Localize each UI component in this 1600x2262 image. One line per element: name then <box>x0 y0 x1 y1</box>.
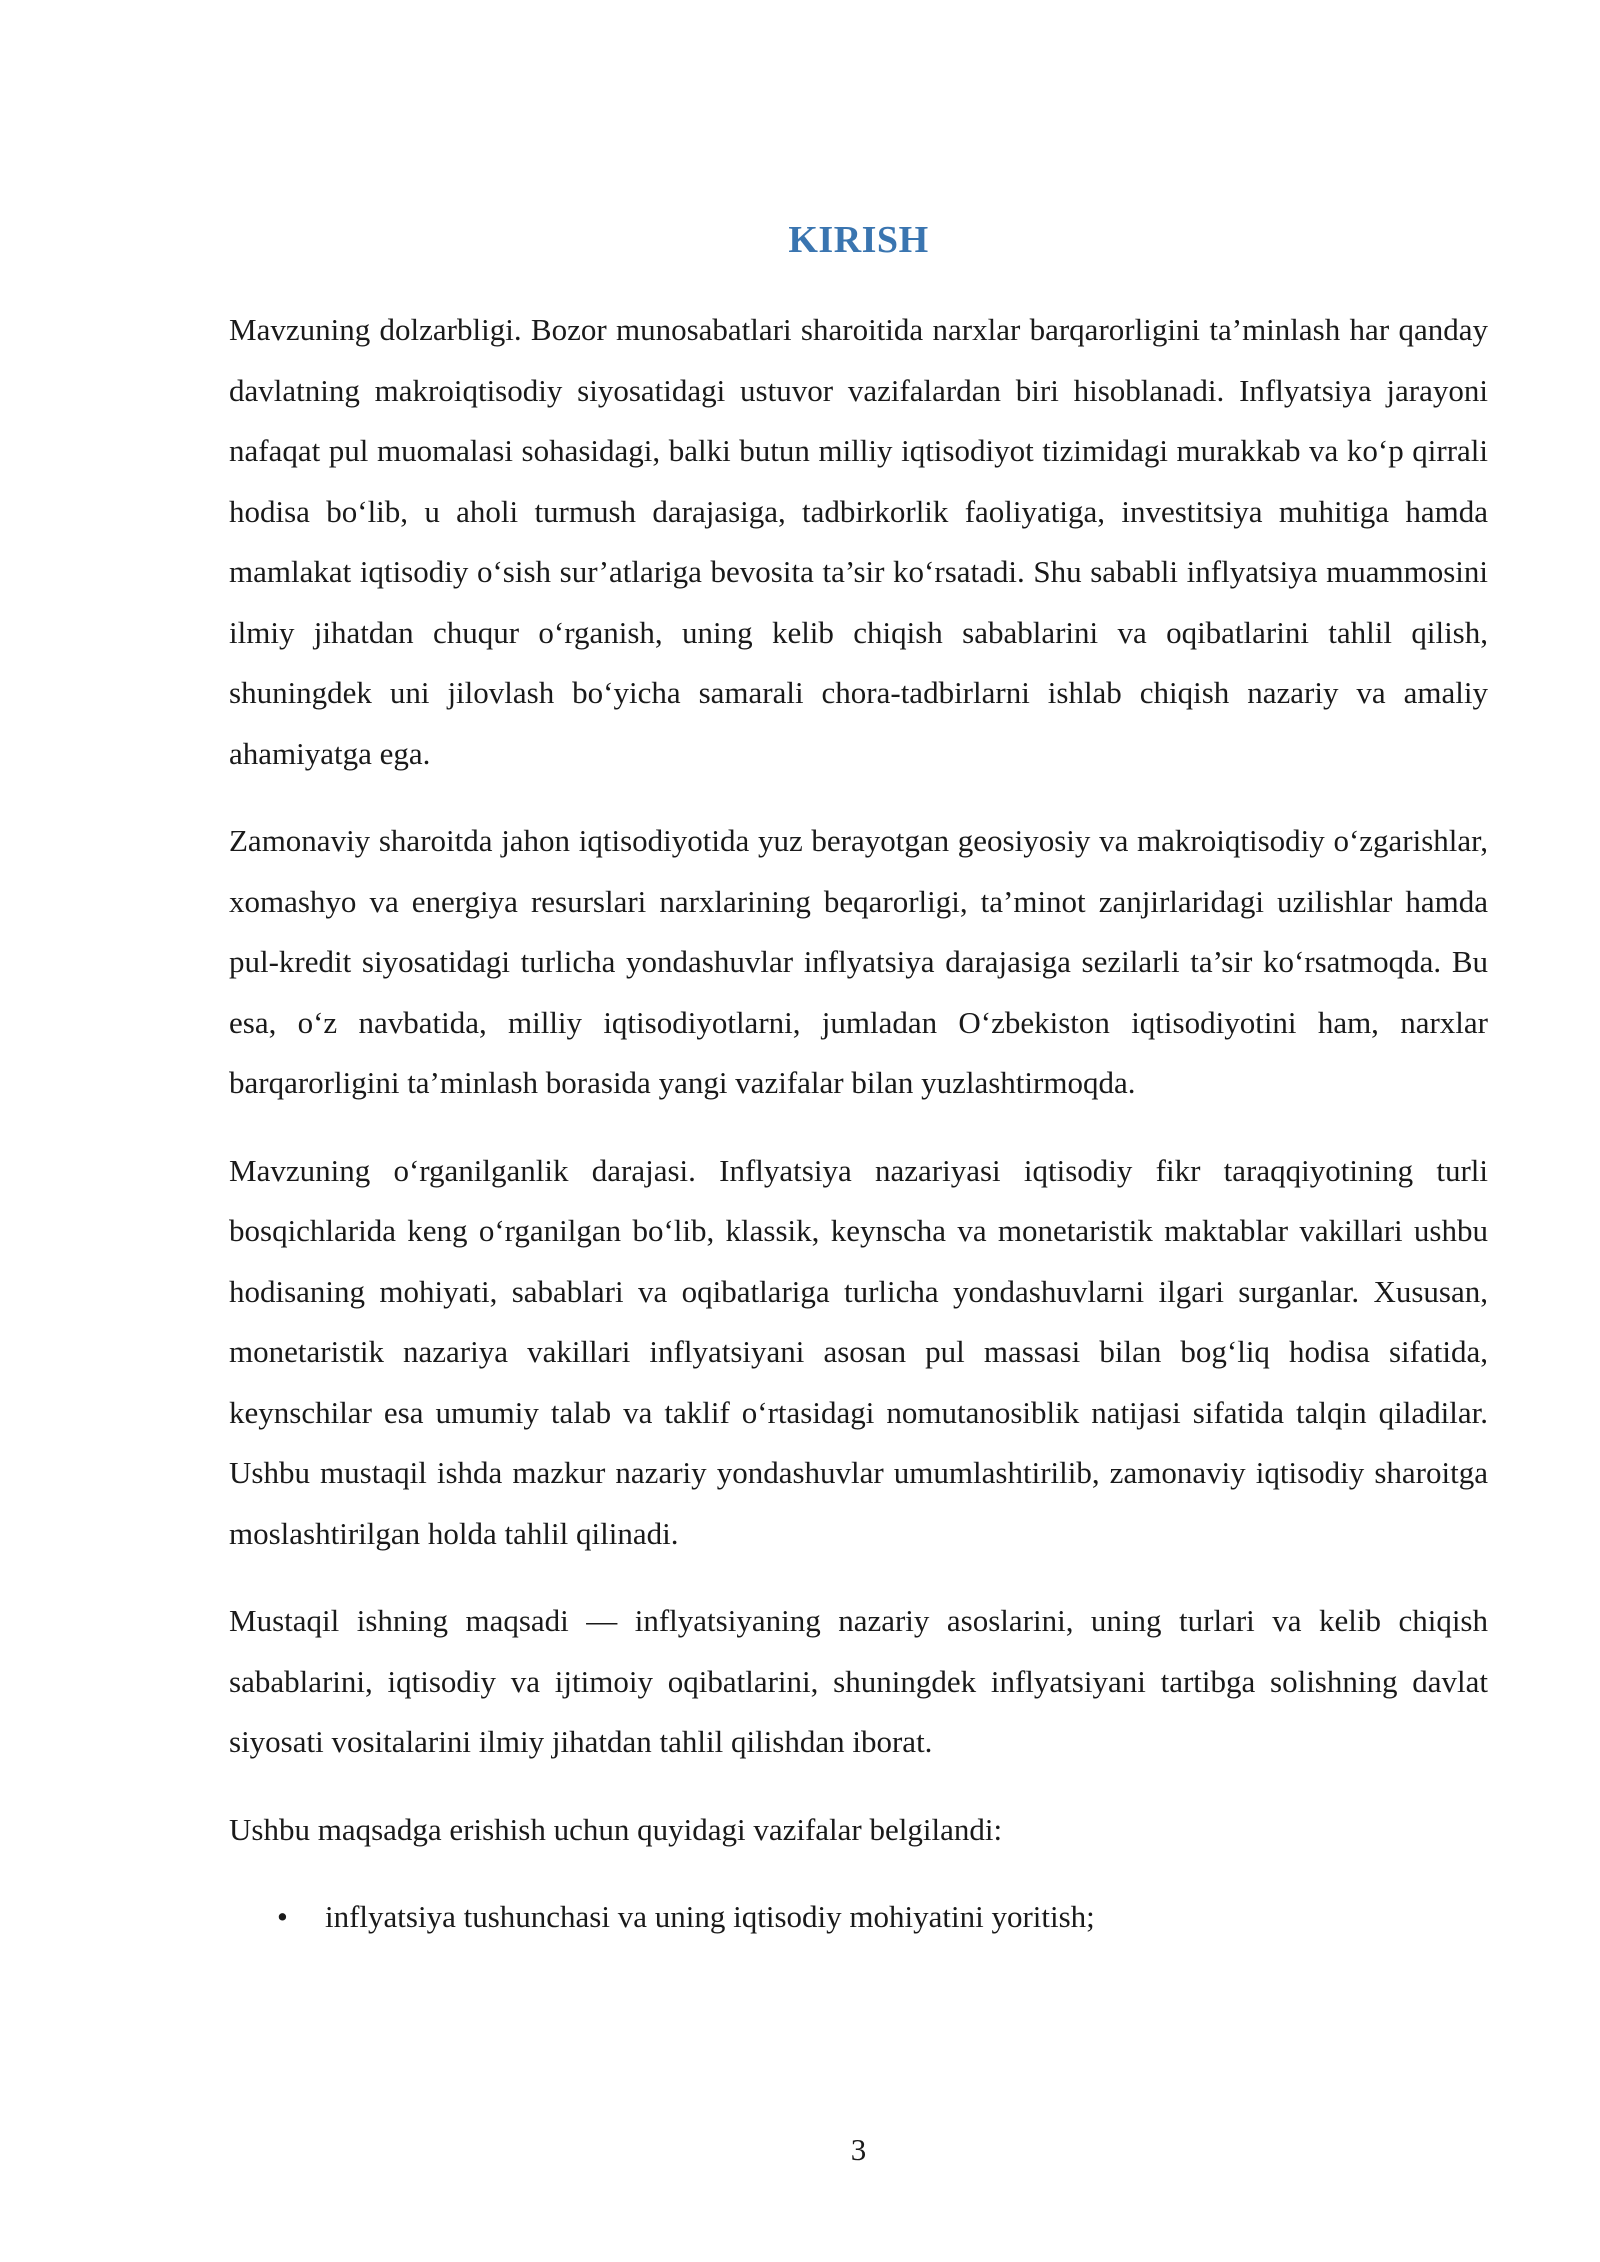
section-heading: KIRISH <box>788 219 929 261</box>
task-list <box>229 1887 1488 1948</box>
page-number: 3 <box>850 2132 867 2167</box>
paragraph-goal: Mustaqil ishning maqsadi — inflyatsiyaning nazariy asoslarini, uning turlari va kelib chiqish sabablarini, iqtisodiy va ijtimoiy oqibatlarini, shuningdek inflyatsiyani tartibga solishning davlat siyosati vositalarini ilmiy jihatdan tahlil qilishdan iborat. <box>229 1603 1488 1759</box>
list-item-text: inflyatsiya tushunchasi va uning iqtisodiy mohiyatini yoritish; <box>325 1899 1095 1934</box>
document-page <box>229 0 1488 2262</box>
list-item <box>229 1887 1488 1948</box>
paragraph-modern-conditions: Zamonaviy sharoitda jahon iqtisodiyotida yuz berayotgan geosiyosiy va makroiqtisodiy o‘zgarishlar, xomashyo va energiya resurslari narxlarining beqarorligi, ta’minot zanjirlaridagi uzilishlar hamda pul-kredit siyosatidagi turlicha yondashuvlar inflyatsiya darajasiga sezilarli ta’sir ko‘rsatmoqda. Bu esa, o‘z navbatida, milliy iqtisodiyotlarni, jumladan O‘zbekiston iqtisodiyotini ham, narxlar barqarorligini ta’minlash borasida yangi vazifalar bilan yuzlashtirmoqda. <box>229 823 1488 1100</box>
paragraph-relevance: Mavzuning dolzarbligi. Bozor munosabatlari sharoitida narxlar barqarorligini ta’minlash har qanday davlatning makroiqtisodiy siyosatidagi ustuvor vazifalardan biri hisoblanadi. Inflyatsiya jarayoni nafaqat pul muomalasi sohasidagi, balki butun milliy iqtisodiyot tizimidagi murakkab va ko‘p qirrali hodisa bo‘lib, u aholi turmush darajasiga, tadbirkorlik faoliyatiga, investitsiya muhitiga hamda mamlakat iqtisodiy o‘sish sur’atlariga bevosita ta’sir ko‘rsatadi. Shu sababli inflyatsiya muammosini ilmiy jihatdan chuqur o‘rganish, uning kelib chiqish sabablarini va oqibatlarini tahlil qilish, shuningdek uni jilovlash bo‘yicha samarali chora-tadbirlarni ishlab chiqish nazariy va amaliy ahamiyatga ega. <box>229 312 1488 771</box>
body-text <box>229 300 1488 1948</box>
paragraph-study-level: Mavzuning o‘rganilganlik darajasi. Inflyatsiya nazariyasi iqtisodiy fikr taraqqiyotining turli bosqichlarida keng o‘rganilgan bo‘lib, klassik, keynscha va monetaristik maktablar vakillari ushbu hodisaning mohiyati, sabablari va oqibatlariga turlicha yondashuvlarni ilgari surganlar. Xususan, monetaristik nazariya vakillari inflyatsiyani asosan pul massasi bilan bog‘liq hodisa sifatida, keynschilar esa umumiy talab va taklif o‘rtasidagi nomutanosiblik natijasi sifatida talqin qiladilar. Ushbu mustaqil ishda mazkur nazariy yondashuvlar umumlashtirilib, zamonaviy iqtisodiy sharoitga moslashtirilgan holda tahlil qilinadi. <box>229 1152 1488 1551</box>
paragraph-tasks-intro: Ushbu maqsadga erishish uchun quyidagi vazifalar belgilandi: <box>229 1811 1003 1847</box>
bullet-icon: • <box>277 1899 288 1934</box>
